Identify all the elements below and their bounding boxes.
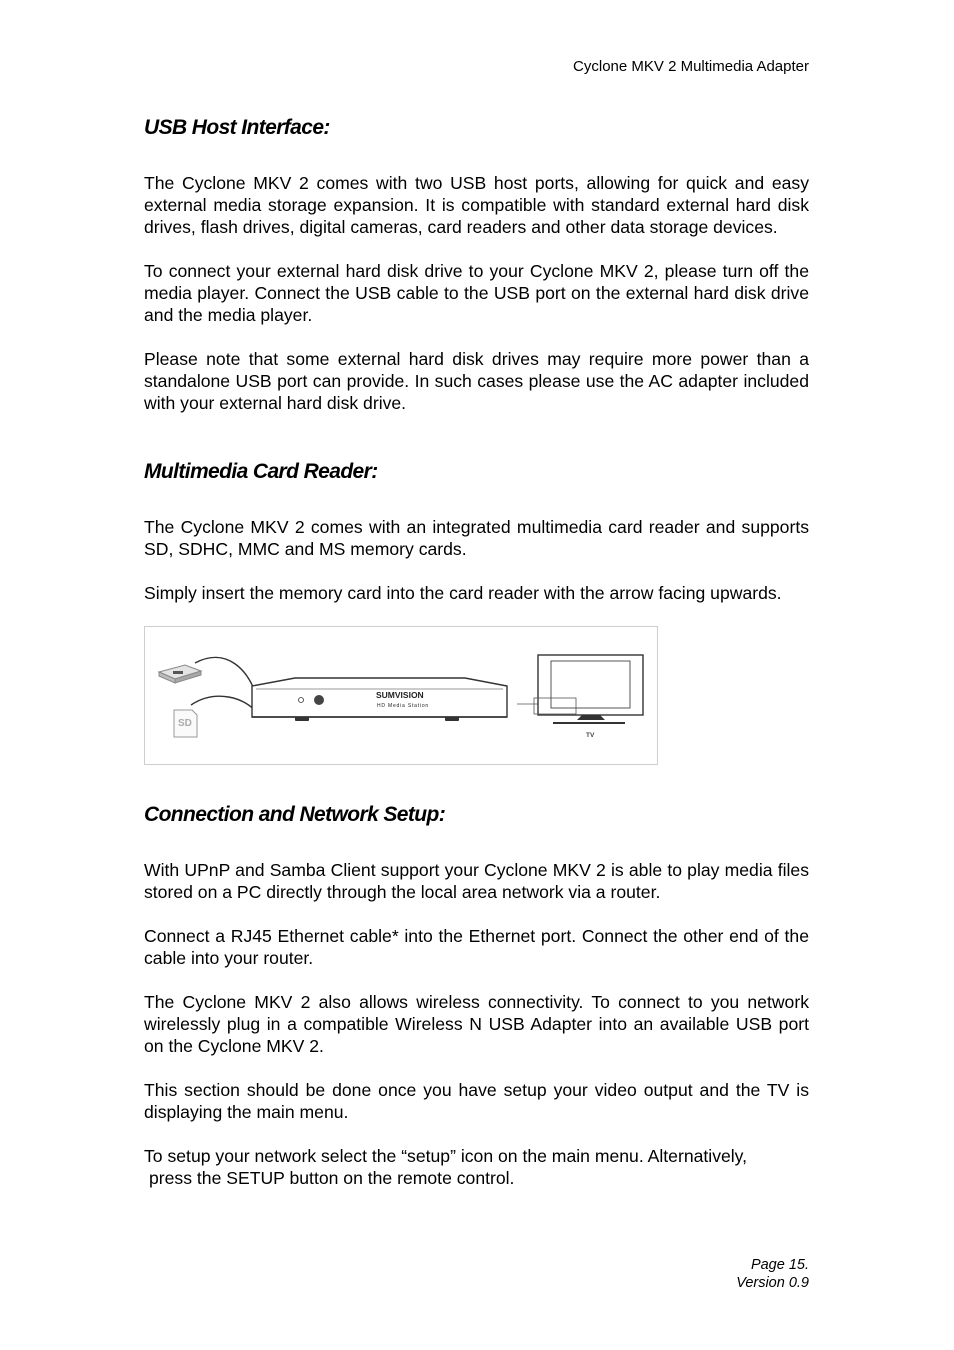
connection-diagram (144, 626, 658, 765)
paragraph-last-line-1: To setup your network select the “setup” icon on the main menu. Alternatively, (144, 1146, 748, 1166)
paragraph: To connect your external hard disk drive to your Cyclone MKV 2, please turn off the media player. Connect the USB cable to the USB port on the external hard disk drive and the media player. (144, 261, 809, 325)
media-player-icon (252, 678, 507, 721)
paragraph: The Cyclone MKV 2 comes with an integrated multimedia card reader and supports SD, SDHC, MMC and MS memory cards. (144, 517, 809, 559)
section-heading-network-setup: Connection and Network Setup: (144, 803, 446, 826)
paragraph-last-line-2: press the SETUP button on the remote control. (149, 1168, 515, 1188)
section-heading-card-reader: Multimedia Card Reader: (144, 460, 378, 483)
connection-diagram-drawing (145, 627, 657, 764)
svg-text:HD Media Station: HD Media Station (377, 703, 429, 709)
paragraph: Simply insert the memory card into the card reader with the arrow facing upwards. (144, 583, 782, 603)
paragraph: Please note that some external hard disk drives may require more power than a standalone USB port can provide. In such cases please use the AC adapter included with your external hard disk drive. (144, 349, 809, 413)
svg-text:SUMVISION: SUMVISION (376, 690, 424, 700)
sd-card-icon (174, 710, 197, 737)
paragraph: This section should be done once you have setup your video output and the TV is displaying the main menu. (144, 1080, 809, 1122)
document-version: Version 0.9 (736, 1275, 809, 1291)
svg-text:SD: SD (178, 718, 192, 729)
paragraph: The Cyclone MKV 2 also allows wireless connectivity. To connect to you network wirelessly plug in a compatible Wireless N USB Adapter into an available USB port on the Cyclone MKV 2. (144, 992, 809, 1056)
page-number: Page 15. (750, 1257, 809, 1273)
tv-icon (534, 655, 643, 739)
svg-text:TV: TV (586, 732, 595, 739)
running-header: Cyclone MKV 2 Multimedia Adapter (573, 58, 809, 75)
page-content (144, 114, 809, 1189)
page-footer (736, 1256, 809, 1292)
paragraph: With UPnP and Samba Client support your Cyclone MKV 2 is able to play media files stored on a PC directly through the local area network via a router. (144, 860, 809, 902)
section-heading-usb-host: USB Host Interface: (144, 116, 330, 139)
paragraph: The Cyclone MKV 2 comes with two USB host ports, allowing for quick and easy external media storage expansion. It is compatible with standard external hard disk drives, flash drives, digital cameras, card readers and other data storage devices. (144, 173, 809, 237)
hard-drive-icon (159, 665, 201, 683)
paragraph: Connect a RJ45 Ethernet cable* into the Ethernet port. Connect the other end of the cable into your router. (144, 926, 809, 968)
